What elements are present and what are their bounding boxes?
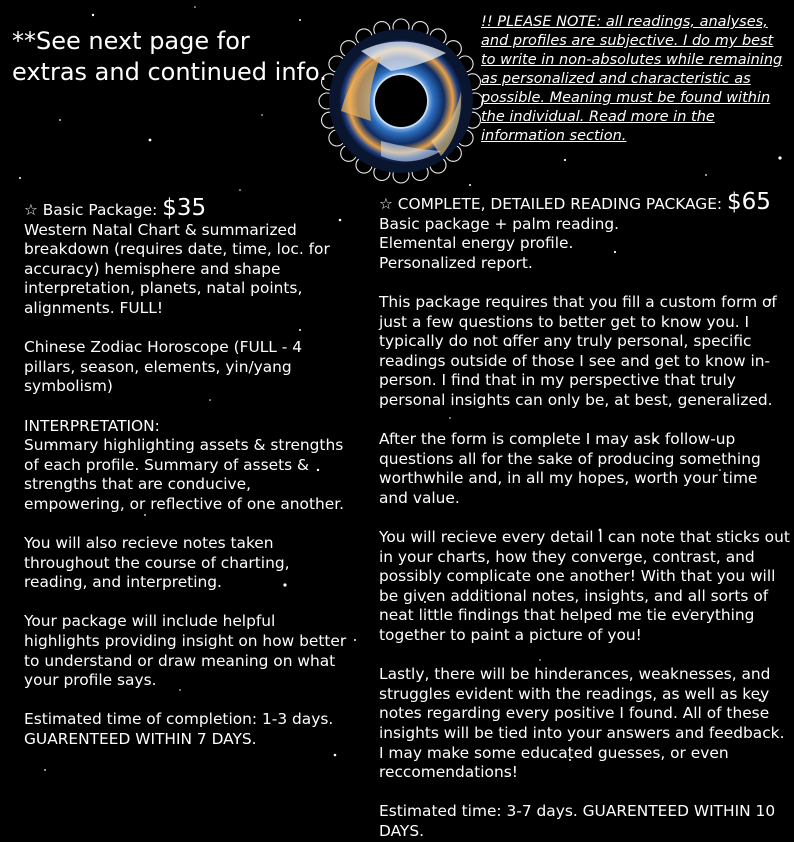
complete-paragraph: Lastly, there will be hinderances, weaknesses, and struggles evident with the readings, as well as key notes regarding every positive I found. All of these insights will be tied into your answers and feedback. I may make some educated guesses, or even reccomendations! (379, 665, 785, 782)
complete-paragraph: You will recieve every detail I can note that sticks out in your charts, how they converge, contrast, and possibly complicate one another! With that you will be given additional notes, insights, and all sorts of neat little findings that helped me tie everything together to paint a picture of you! (379, 528, 790, 645)
basic-package-title: Basic Package: (42, 201, 158, 219)
basic-paragraph: INTERPRETATION: Summary highlighting assets & strengths of each profile. Summary of assets & strengths that are conducive, empowering, or reflective of one another. (24, 416, 345, 513)
basic-package-heading (24, 196, 354, 221)
complete-paragraph: Basic package + palm reading. Elemental energy profile. Personalized report. (379, 214, 620, 272)
disclaimer-note: !! PLEASE NOTE: all readings, analyses, and profiles are subjective. I do my best to write in non-absolutes while remaining as personalized and characteristic as possible. Meaning must be found within the individual. Read more in the information section. (481, 14, 783, 144)
mandala-illustration (318, 18, 484, 184)
basic-package-section (24, 196, 354, 750)
complete-package-title: COMPLETE, DETAILED READING PACKAGE: (397, 195, 723, 213)
basic-paragraph: You will also recieve notes taken throughout the course of charting, reading, and interpreting. (24, 534, 290, 592)
complete-paragraph: This package requires that you fill a custom form of just a few questions to better get to know you. I typically do not offer any truly personal, specific readings outside of those I see and get to know in-person. I find that in my perspective that truly personal insights can only be, at best, generalized. (379, 292, 777, 409)
complete-package-price: $65 (727, 189, 771, 215)
basic-package-price: $35 (162, 195, 207, 221)
complete-paragraph: Estimated time: 3-7 days. GUARENTEED WITHIN 10 DAYS. (379, 802, 776, 840)
basic-paragraph: Estimated time of completion: 1-3 days. GUARENTEED WITHIN 7 DAYS. (24, 710, 334, 749)
complete-package-heading (379, 190, 791, 215)
extras-note: **See next page for extras and continued info. (12, 27, 327, 86)
basic-paragraph: Chinese Zodiac Horoscope (FULL - 4 pillars, season, elements, yin/yang symbolism) (24, 338, 302, 396)
star-icon: ☆ (379, 195, 393, 213)
star-icon: ☆ (24, 201, 38, 219)
basic-paragraph: Your package will include helpful highlights providing insight on how better to understand or draw meaning on what your profile says. (24, 612, 347, 690)
complete-paragraph: After the form is complete I may ask follow-up questions all for the sake of producing something worthwhile and, in all my hopes, worth your time and value. (379, 430, 761, 507)
basic-paragraph: Western Natal Chart & summarized breakdown (requires date, time, loc. for accuracy) hemisphere and shape interpretation, planets, natal points, alignments. FULL! (24, 220, 330, 317)
complete-package-section (379, 190, 791, 842)
